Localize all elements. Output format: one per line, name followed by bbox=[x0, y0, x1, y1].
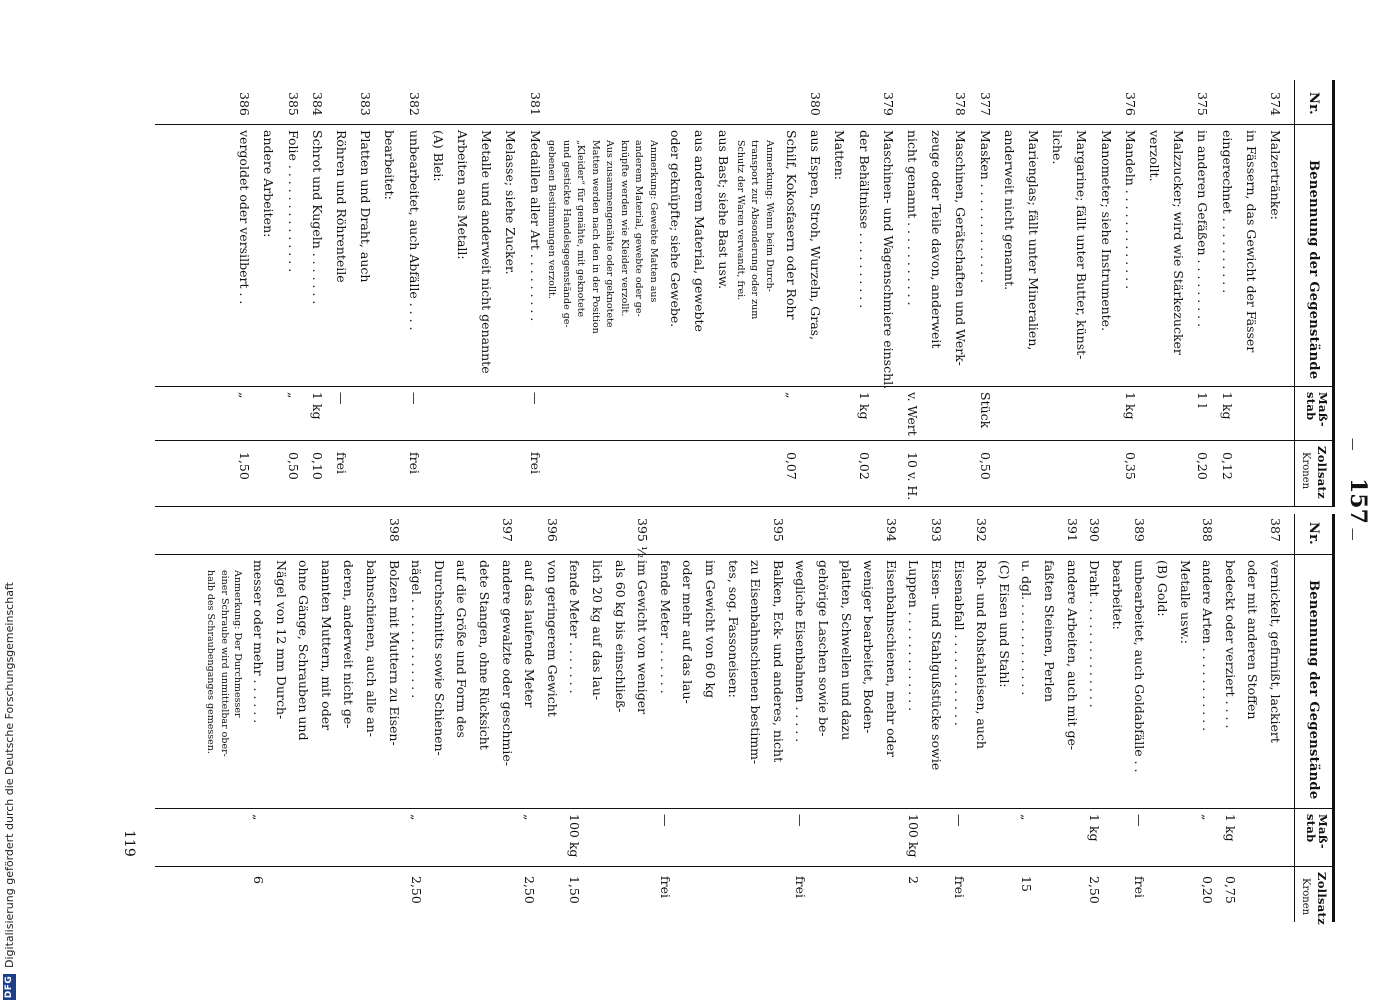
digitization-footer bbox=[0, 400, 18, 1000]
header-nr-left: Nr. bbox=[1306, 92, 1321, 115]
row-zollsatz: frei bbox=[793, 876, 809, 898]
row-nr: 387 bbox=[1268, 518, 1283, 542]
row-zollsatz: 0,50 bbox=[285, 452, 301, 480]
row-massstab: v. Wert bbox=[905, 392, 920, 436]
row-text: auf die Größe und Form des bbox=[454, 560, 470, 738]
row-zollsatz: 15 bbox=[1019, 876, 1035, 892]
row-text: lich 20 kg auf das lau- bbox=[590, 560, 605, 701]
footer-text: Digitalisierung gefördert durch die Deutsche Forschungsgemeinschaft bbox=[2, 582, 16, 968]
row-text: nannten Muttern, mit oder bbox=[318, 560, 334, 731]
row-text: vergoldet oder versilbert . . bbox=[237, 130, 253, 305]
row-zollsatz: 0,35 bbox=[1122, 452, 1138, 480]
row-zollsatz: 2,50 bbox=[522, 876, 538, 904]
row-text: aus Espen, Stroh, Wurzeln, Gras, bbox=[808, 130, 824, 341]
row-text: platten, Schwellen und dazu bbox=[838, 560, 854, 741]
row-zollsatz: 2,50 bbox=[409, 876, 425, 904]
row-text: Luppen . . . . . . . . . . . . . bbox=[906, 560, 922, 712]
row-nr: 391 bbox=[1064, 518, 1080, 542]
row-massstab: — bbox=[527, 392, 543, 405]
row-zollsatz: 10 v. H. bbox=[905, 452, 920, 501]
row-text: Marienglas; fällt unter Mineralien, bbox=[1026, 130, 1041, 351]
row-text: andere Arbeiten, auch mit ge- bbox=[1064, 560, 1080, 751]
row-nr: 384 bbox=[309, 92, 325, 116]
row-massstab: „ bbox=[285, 392, 301, 399]
row-text: bearbeitet: bbox=[382, 130, 398, 200]
row-nr: 389 bbox=[1132, 518, 1148, 542]
row-text: ohne Gänge, Schrauben und bbox=[296, 560, 312, 741]
row-zollsatz: 0,20 bbox=[1200, 876, 1216, 904]
row-nr: 385 bbox=[285, 92, 301, 116]
row-text: Anmerkung: Der Durchmesser bbox=[232, 570, 244, 718]
row-massstab: „ bbox=[1200, 814, 1216, 821]
row-text: Maschinen, Gerätschaften und Werk- bbox=[953, 130, 969, 366]
header-nr-right: Nr. bbox=[1306, 522, 1321, 545]
row-nr: 386 bbox=[237, 92, 253, 116]
dash-right: — bbox=[1346, 528, 1361, 541]
row-text: auf das laufende Meter bbox=[522, 560, 538, 708]
row-text: Manometer; siehe Instrumente. bbox=[1098, 130, 1114, 332]
header-rule-right bbox=[1294, 514, 1295, 922]
row-nr: 378 bbox=[953, 92, 969, 116]
row-text: unbearbeitet, auch Goldabfälle . . bbox=[1132, 560, 1148, 773]
row-text: halb des Schraubenganges gemessen. bbox=[205, 570, 217, 754]
row-massstab: — bbox=[1132, 814, 1148, 827]
row-text: aus Bast; siehe Bast usw. bbox=[716, 130, 732, 290]
row-zollsatz: 2,50 bbox=[1087, 876, 1103, 904]
row-massstab: — bbox=[334, 392, 350, 405]
row-zollsatz: 2 bbox=[906, 876, 922, 884]
row-text: Metalle usw.: bbox=[1177, 560, 1193, 644]
row-massstab: 100 kg bbox=[567, 814, 583, 858]
row-text: faßten Steinen, Perlen bbox=[1042, 560, 1057, 702]
header-benennung-left: Benennung der Gegenstände bbox=[1306, 160, 1321, 380]
row-text: im Gewicht von 60 kg bbox=[703, 560, 718, 699]
row-massstab: 1 kg bbox=[1219, 392, 1235, 420]
row-zollsatz: frei bbox=[1132, 876, 1148, 898]
row-text: Anmerkung: Wenn beim Durch- bbox=[763, 140, 775, 293]
row-text: Platten und Draht, auch bbox=[358, 130, 374, 283]
row-nr: 379 bbox=[880, 92, 896, 116]
row-text: Malzertränke: bbox=[1268, 130, 1283, 220]
row-massstab: — bbox=[657, 814, 673, 827]
row-text: Aus zusammengenähte oder geknotete bbox=[604, 140, 616, 328]
row-text: messer oder mehr . . . . . . bbox=[251, 560, 266, 724]
row-text: Anmerkung: Gewebte Matten aus bbox=[647, 140, 659, 303]
row-massstab: „ bbox=[237, 392, 253, 399]
row-text: Schutz der Waren verwandt, frei. bbox=[734, 140, 746, 301]
row-text: aus anderem Material, gewebte bbox=[692, 130, 708, 332]
row-text: gebenen Bestimmungen verzollt. bbox=[546, 140, 558, 299]
row-text: oder mehr auf das lau- bbox=[680, 560, 696, 704]
row-zollsatz: 0,07 bbox=[784, 452, 799, 480]
row-text: bearbeitet: bbox=[1109, 560, 1125, 630]
row-text: anderem Material, gewebte oder ge- bbox=[633, 140, 645, 317]
row-text: oder mit anderen Stoffen bbox=[1245, 560, 1261, 720]
row-text: Melasse; siehe Zucker. bbox=[503, 130, 519, 275]
row-zollsatz: 0,75 bbox=[1222, 876, 1238, 904]
row-text: „Kleider“ für genähte, mit geknotete bbox=[575, 140, 587, 318]
row-text: gehörige Laschen sowie be- bbox=[816, 560, 831, 737]
top-rule-left bbox=[1332, 80, 1335, 506]
row-zollsatz: 0,02 bbox=[856, 452, 872, 480]
row-text: wegliche Eisenbahnen . . . . . bbox=[793, 560, 809, 743]
row-text: Eisen- und Stahlgußstücke sowie bbox=[929, 560, 944, 771]
row-text: Matten: bbox=[832, 130, 848, 180]
row-massstab: 100 kg bbox=[906, 814, 922, 858]
row-text: der Behältnisse . . . . . . . . . . bbox=[856, 130, 872, 309]
row-text: transport zur Absonderung oder zum bbox=[749, 140, 761, 320]
row-nr: 392 bbox=[974, 518, 990, 542]
header-zollsatz-left: Zollsatz bbox=[1315, 446, 1329, 499]
row-text: Durchschnitts sowie Schienen- bbox=[431, 560, 447, 756]
row-text: Balken, Eck- und anderes, nicht bbox=[770, 560, 786, 763]
col-rule-left-3 bbox=[155, 440, 1335, 441]
row-text: nägel . . . . . . . . . . . . . bbox=[409, 560, 425, 699]
header-massstab-left: Maß- stab bbox=[1303, 392, 1330, 427]
row-massstab: — bbox=[406, 392, 422, 405]
row-text: Folie . . . . . . . . . . . . . . bbox=[285, 130, 301, 273]
row-nr: 393 bbox=[929, 518, 944, 542]
row-zollsatz: frei bbox=[334, 452, 350, 474]
row-text: anderweit nicht genannt. bbox=[1001, 130, 1017, 291]
page-number: 157 bbox=[1345, 478, 1371, 524]
row-zollsatz: 0,10 bbox=[309, 452, 325, 480]
row-massstab: „ bbox=[251, 814, 266, 821]
row-text: Matten werden nach den in der Position bbox=[589, 140, 601, 334]
row-text: in Fässern, das Gewicht der Fässer bbox=[1243, 130, 1259, 353]
row-text: vernickelt, gefirnißt, lackiert bbox=[1268, 560, 1283, 743]
header-massstab-right: Maß- stab bbox=[1303, 814, 1330, 849]
row-zollsatz: 1,50 bbox=[237, 452, 253, 480]
row-text: Roh- und Rohstahleisen, auch bbox=[974, 560, 990, 749]
row-text: (B) Gold: bbox=[1155, 560, 1170, 617]
row-nr: 380 bbox=[808, 92, 824, 116]
row-text: Metalle und anderweit nicht genannte bbox=[479, 130, 495, 374]
row-massstab: 1 kg bbox=[309, 392, 325, 420]
row-text: verzollt. bbox=[1147, 130, 1162, 182]
row-nr: 394 bbox=[883, 518, 899, 542]
dfg-logo: DFG bbox=[3, 975, 14, 999]
row-massstab: 1 kg bbox=[856, 392, 872, 420]
row-zollsatz: 0,12 bbox=[1219, 452, 1235, 480]
row-nr: 382 bbox=[406, 92, 422, 116]
row-text: fende Meter . . . . . . . bbox=[657, 560, 673, 694]
row-nr: 381 bbox=[527, 92, 543, 116]
row-text: Schrot und Kugeln . . . . . . . bbox=[309, 130, 325, 305]
row-text: Arbeiten aus Metall: bbox=[455, 130, 471, 260]
row-massstab: „ bbox=[784, 392, 799, 399]
row-text: bahnschienen, auch alle an- bbox=[364, 560, 379, 737]
col-rule-right-3 bbox=[155, 866, 1335, 867]
row-text: weniger bearbeitet, Boden- bbox=[861, 560, 877, 734]
row-text: Masken . . . . . . . . . . . . . bbox=[977, 130, 993, 283]
row-text: nicht genannt . . . . . . . . . . . bbox=[905, 130, 920, 306]
row-massstab: 1 kg bbox=[1087, 814, 1103, 842]
row-nr: 396 bbox=[544, 518, 560, 542]
row-massstab: 1 kg bbox=[1222, 814, 1238, 842]
row-text: im Gewicht von weniger bbox=[635, 560, 651, 715]
top-rule-right bbox=[1332, 514, 1335, 922]
row-text: und gestickte Handelsgegenstände ge- bbox=[560, 140, 572, 328]
row-nr: 395 ½ bbox=[635, 518, 651, 558]
row-text: u. dgl. . . . . . . . . . . . . bbox=[1019, 560, 1035, 696]
row-text: deren, anderweit nicht ge- bbox=[341, 560, 357, 729]
row-text: Maschinen- und Wagenschmiere einschl. bbox=[880, 130, 896, 390]
row-text: Röhren und Röhrenteile bbox=[334, 130, 350, 283]
row-text: Margarine; fällt unter Butter, künst- bbox=[1074, 130, 1090, 360]
row-text: Schilf, Kokosfasern oder Rohr bbox=[784, 130, 799, 320]
row-text: eingerechnet . . . . . . . . . . bbox=[1219, 130, 1235, 294]
row-zollsatz: 0,20 bbox=[1195, 452, 1211, 480]
row-nr: 398 bbox=[386, 518, 402, 542]
col-rule-left-1 bbox=[155, 124, 1335, 125]
row-nr: 383 bbox=[358, 92, 374, 116]
row-text: Medaillen aller Art . . . . . . . . . bbox=[527, 130, 543, 322]
col-rule-right-1 bbox=[155, 554, 1335, 555]
row-text: andere Arbeiten: bbox=[261, 130, 277, 238]
row-massstab: 1 l bbox=[1195, 392, 1211, 408]
row-zollsatz: 6 bbox=[251, 876, 266, 884]
row-text: einer Schraube wird unmittelbar ober- bbox=[218, 570, 230, 757]
row-text: Draht . . . . . . . . . . . . . . bbox=[1087, 560, 1103, 708]
row-text: knüpfte werden wie Kleider verzollt. bbox=[618, 140, 630, 317]
row-text: (A) Blei: bbox=[430, 130, 446, 182]
col-rule-left-4 bbox=[155, 506, 1335, 507]
row-zollsatz: 1,50 bbox=[567, 876, 583, 904]
col-rule-left-2 bbox=[155, 386, 1335, 387]
row-text: unbearbeitet, auch Abfälle . . . . bbox=[406, 130, 422, 331]
row-massstab: — bbox=[951, 814, 967, 827]
row-text: oder geknüpfte; siehe Gewebe. bbox=[667, 130, 683, 328]
row-zollsatz: frei bbox=[951, 876, 967, 898]
row-nr: 397 bbox=[499, 518, 515, 542]
row-text: in anderen Gefäßen . . . . . . . . . bbox=[1195, 130, 1211, 328]
row-nr: 377 bbox=[977, 92, 993, 116]
col-rule-right-2 bbox=[155, 808, 1335, 809]
dash-left: — bbox=[1346, 438, 1361, 451]
row-text: Bolzen mit Muttern zu Eisen- bbox=[386, 560, 402, 746]
row-text: andere Arten . . . . . . . . . . . bbox=[1200, 560, 1216, 732]
row-massstab: „ bbox=[1019, 814, 1035, 821]
row-massstab: „ bbox=[409, 814, 425, 821]
row-text: Malzzucker; wird wie Stärkezucker bbox=[1171, 130, 1187, 355]
header-kronen-left: Kronen bbox=[1300, 452, 1311, 490]
row-text: Mandeln . . . . . . . . . . . . . bbox=[1122, 130, 1138, 290]
row-zollsatz: frei bbox=[406, 452, 422, 474]
row-nr: 374 bbox=[1268, 92, 1283, 116]
row-text: (C) Eisen und Stahl: bbox=[996, 560, 1012, 688]
row-massstab: „ bbox=[522, 814, 538, 821]
row-nr: 376 bbox=[1122, 92, 1138, 116]
row-text: fende Meter . . . . . . . bbox=[567, 560, 583, 694]
header-kronen-right: Kronen bbox=[1300, 878, 1311, 916]
row-text: Eisenabfall . . . . . . . . . . . . bbox=[951, 560, 967, 726]
row-nr: 390 bbox=[1087, 518, 1103, 542]
row-text: dete Stangen, ohne Rücksicht bbox=[477, 560, 492, 750]
row-nr: 395 bbox=[770, 518, 786, 542]
row-text: zeuge oder Teile davon, anderweit bbox=[929, 130, 945, 349]
row-zollsatz: frei bbox=[657, 876, 673, 898]
row-massstab: 1 kg bbox=[1122, 392, 1138, 420]
row-text: als 60 kg bis einschließ- bbox=[612, 560, 628, 713]
row-zollsatz: 0,50 bbox=[977, 452, 993, 480]
row-text: zu Eisenbahnschienen bestimm- bbox=[748, 560, 764, 765]
row-text: tes, sog. Fassoneisen: bbox=[725, 560, 741, 698]
row-text: Nägel von 12 mm Durch- bbox=[273, 560, 289, 720]
header-zollsatz-right: Zollsatz bbox=[1315, 872, 1329, 925]
row-massstab: — bbox=[793, 814, 809, 827]
row-text: andere gewalzte oder geschmie- bbox=[499, 560, 515, 766]
row-zollsatz: frei bbox=[527, 452, 543, 474]
row-nr: 388 bbox=[1200, 518, 1216, 542]
row-text: liche. bbox=[1050, 130, 1066, 165]
bottom-page-number: 119 bbox=[121, 830, 137, 857]
row-text: von geringerem Gewicht bbox=[544, 560, 560, 717]
row-nr: 375 bbox=[1195, 92, 1211, 116]
header-benennung-right: Benennung der Gegenstände bbox=[1306, 580, 1321, 800]
row-text: Eisenbahnschienen, mehr oder bbox=[883, 560, 899, 757]
row-massstab: Stück bbox=[977, 392, 993, 429]
row-text: bedeckt oder verziert . . . . bbox=[1222, 560, 1238, 729]
header-rule-left bbox=[1294, 80, 1295, 506]
